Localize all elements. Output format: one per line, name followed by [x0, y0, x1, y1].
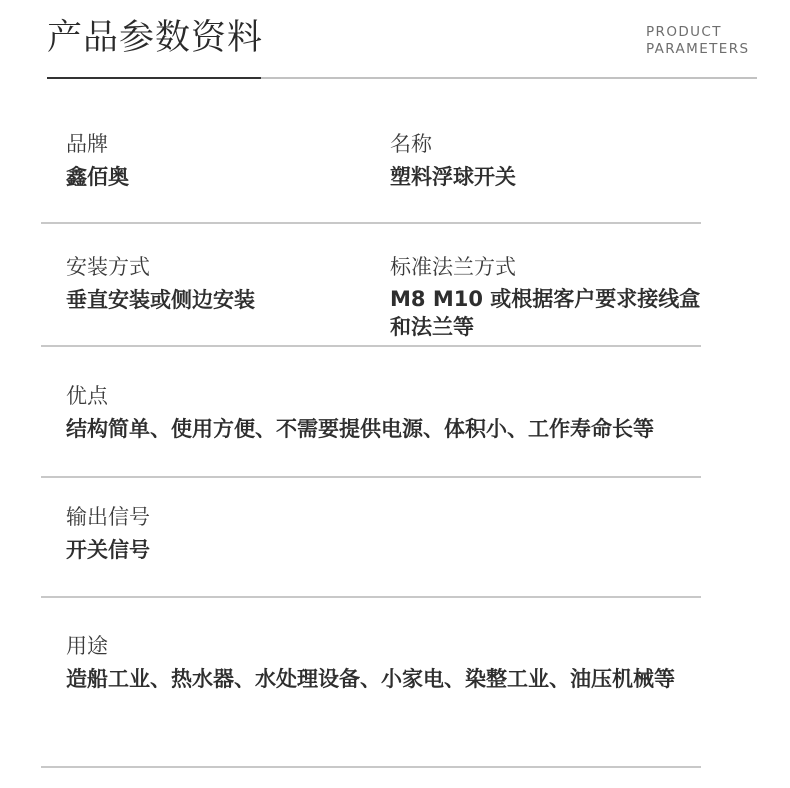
param-value: 结构简单、使用方便、不需要提供电源、体积小、工作寿命长等 [66, 417, 654, 441]
param-name [390, 130, 516, 192]
param-value: 塑料浮球开关 [390, 165, 516, 189]
param-value: 造船工业、热水器、水处理设备、小家电、染整工业、油压机械等 [66, 667, 675, 691]
param-value: 垂直安装或侧边安装 [66, 288, 255, 312]
param-usage [66, 632, 675, 694]
param-label: 优点 [66, 384, 108, 408]
param-value: 开关信号 [66, 538, 150, 562]
page-title: 产品参数资料 [47, 18, 264, 58]
param-label: 安装方式 [66, 255, 150, 279]
param-advantages [66, 382, 654, 444]
row-divider [41, 222, 701, 224]
param-install [66, 253, 255, 315]
row-divider [41, 596, 701, 598]
param-value: 鑫佰奥 [66, 165, 129, 189]
param-label: 品牌 [66, 132, 108, 156]
subtitle-line-2: PARAMETERS [646, 41, 750, 57]
param-output [66, 503, 150, 565]
param-label: 输出信号 [66, 505, 150, 529]
param-value: M8 M10 或根据客户要求接线盒和法兰等 [390, 287, 701, 339]
row-divider [41, 766, 701, 768]
subtitle-line-1: PRODUCT [646, 24, 722, 40]
param-label: 名称 [390, 132, 432, 156]
param-label: 标准法兰方式 [390, 255, 516, 279]
param-brand [66, 130, 129, 192]
page-subtitle [646, 24, 749, 58]
param-flange [390, 253, 720, 341]
header-accent-line [47, 77, 261, 79]
row-divider [41, 476, 701, 478]
row-divider [41, 345, 701, 347]
param-label: 用途 [66, 634, 108, 658]
